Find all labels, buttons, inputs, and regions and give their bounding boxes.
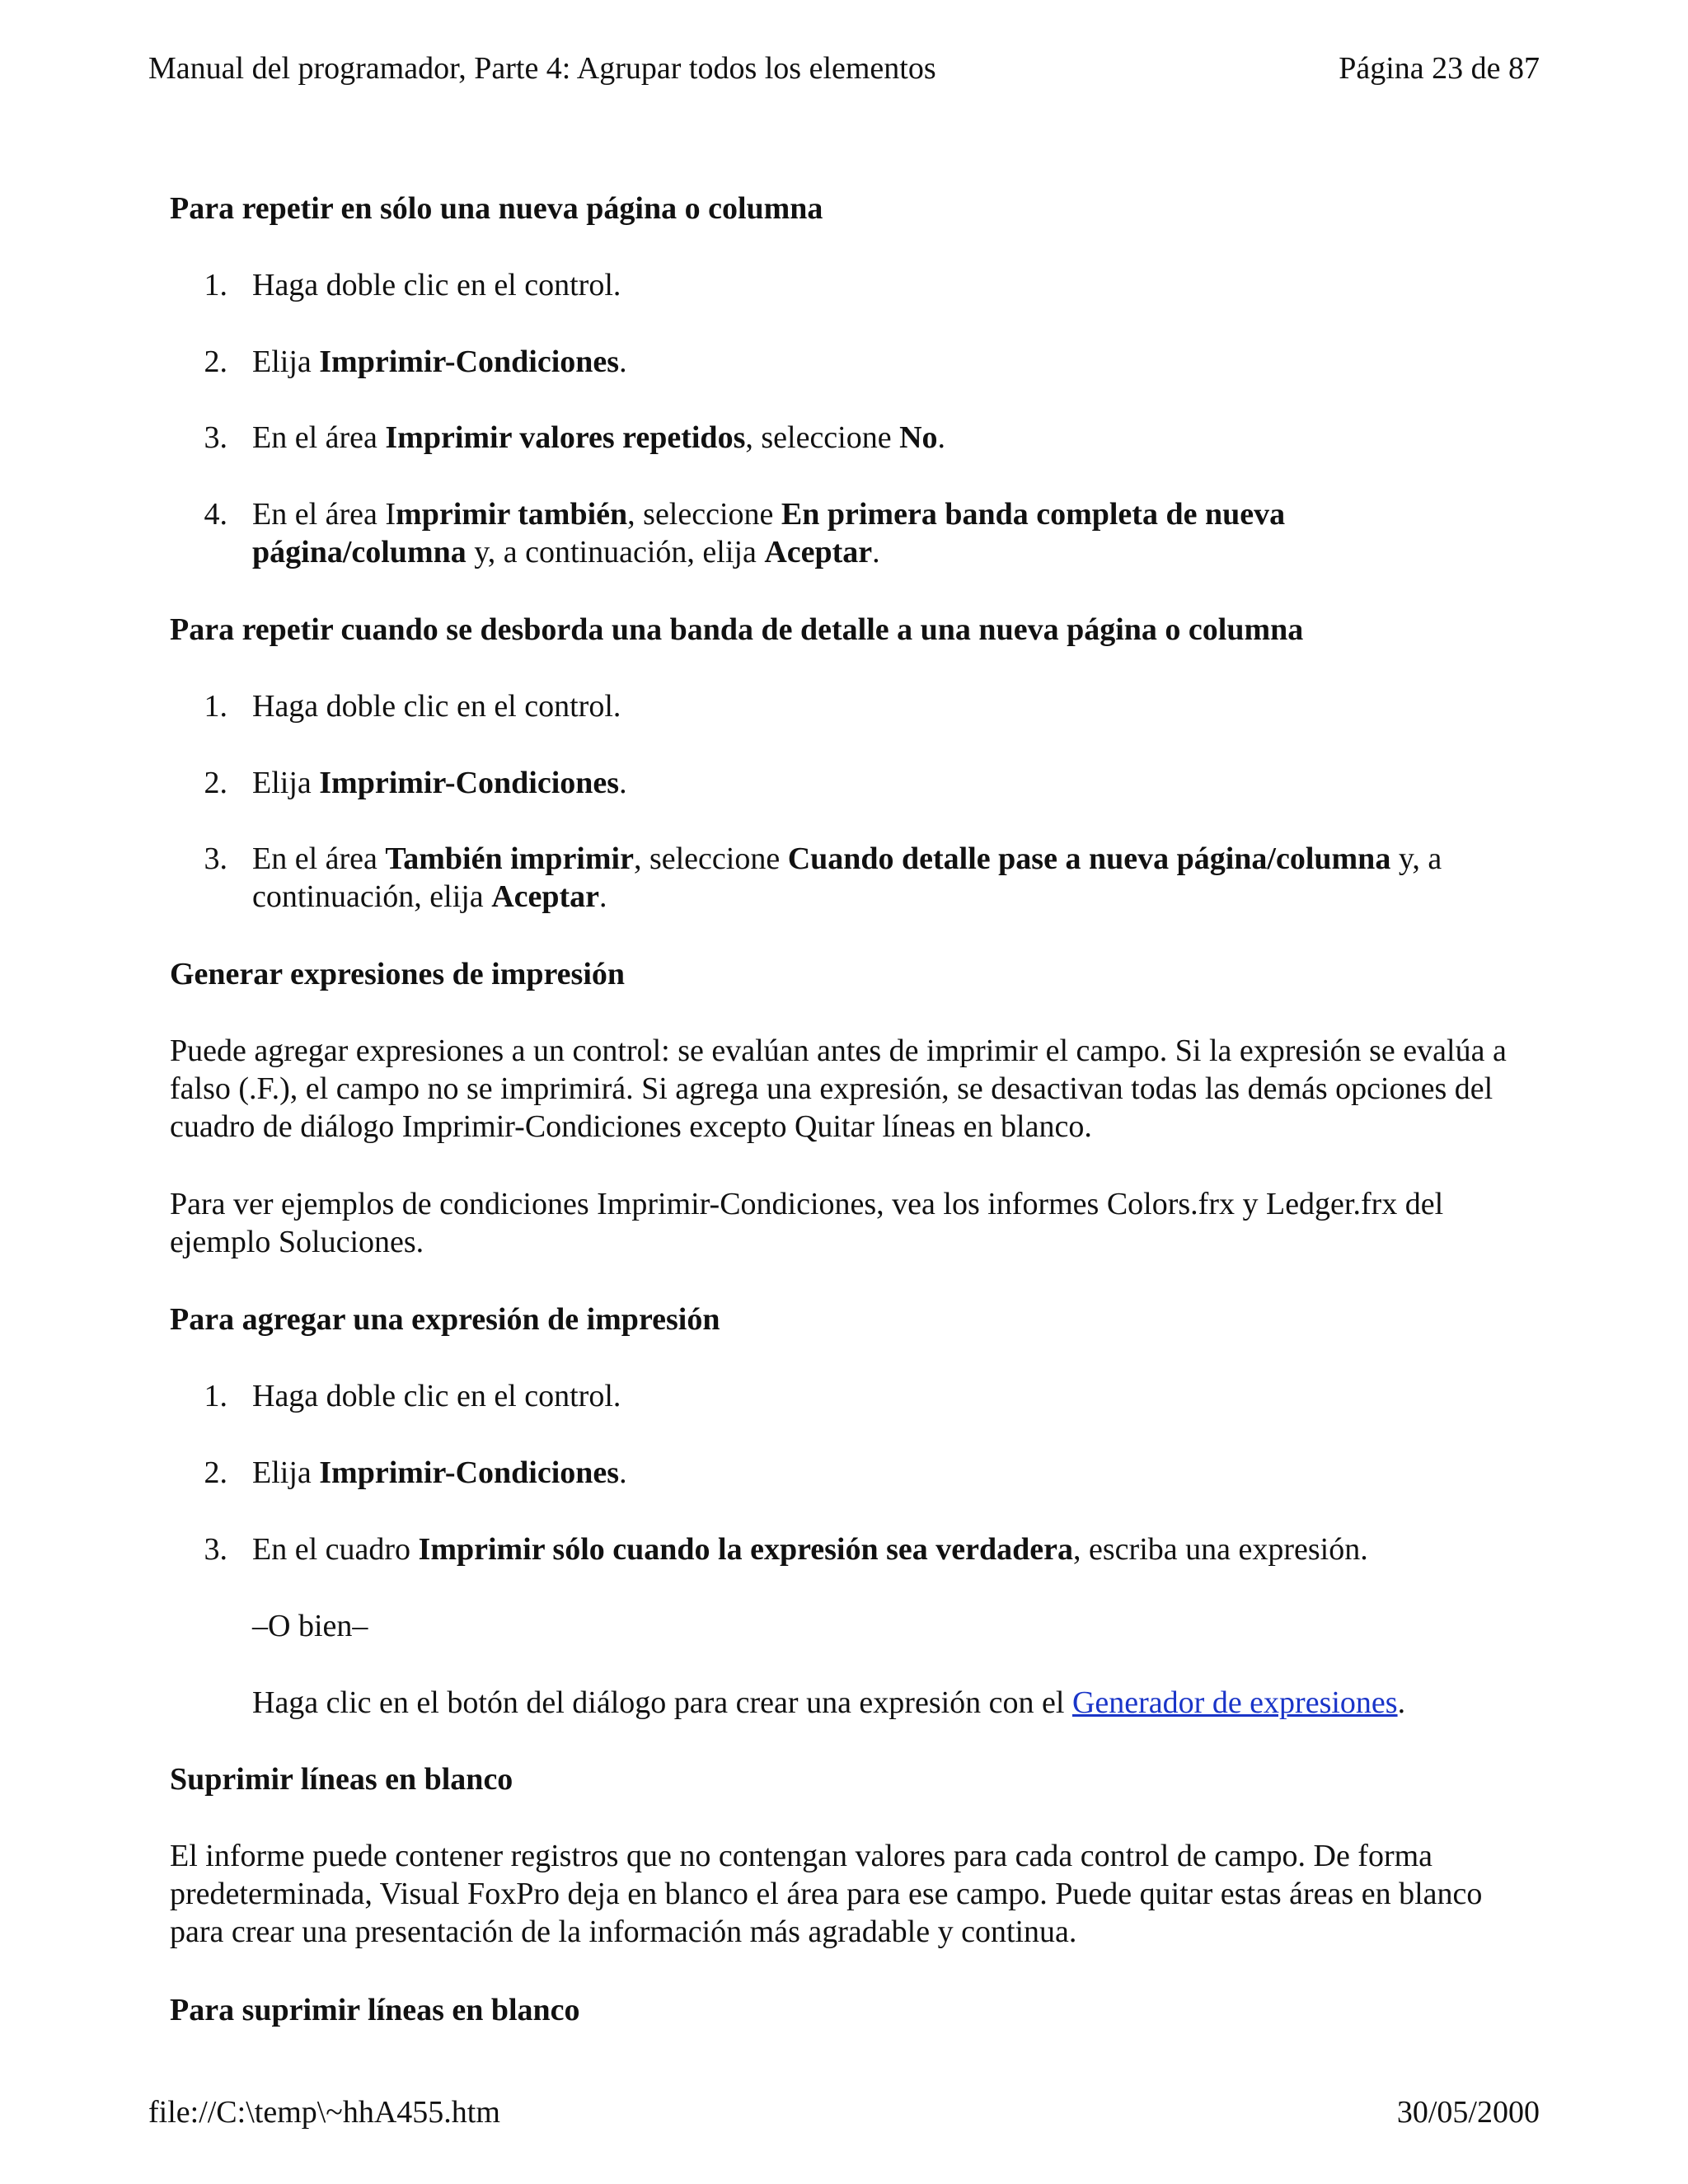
section-heading: Para agregar una expresión de impresión	[170, 1302, 720, 1337]
paragraph: Puede agregar expresiones a un control: se evalúan antes de imprimir el campo. Si la expresión se evalúa a falso (.F.), el campo no se imprimirá. Si agrega una expresión, se desactivan todas las demás opciones del cuadro de diálogo Imprimir-Condiciones excepto Quitar líneas en blanco.	[170, 1033, 1507, 1144]
step-number: 2.	[204, 766, 227, 800]
step-number: 1.	[204, 1379, 227, 1413]
header-title: Manual del programador, Parte 4: Agrupar todos los elementos	[148, 51, 936, 86]
step-text: Haga doble clic en el control.	[252, 689, 621, 724]
step-number: 3.	[204, 420, 227, 455]
paragraph: El informe puede contener registros que no contengan valores para cada control de campo. De forma predeterminada, Visual FoxPro deja en blanco el área para ese campo. Puede quitar estas áreas en blanco para crear una presentación de la información más agradable y continua.	[170, 1839, 1483, 1949]
section-heading: Suprimir líneas en blanco	[170, 1762, 513, 1797]
step-number: 2.	[204, 1455, 227, 1490]
section-heading: Generar expresiones de impresión	[170, 957, 626, 991]
step-text: En el cuadro Imprimir sólo cuando la expresión sea verdadera, escriba una expresión.	[252, 1532, 1368, 1567]
step-text: Elija Imprimir-Condiciones.	[252, 766, 627, 800]
step-number: 1.	[204, 689, 227, 724]
step-number: 1.	[204, 268, 227, 302]
step-number: 4.	[204, 497, 227, 532]
header-page-number: Página 23 de 87	[1339, 51, 1540, 86]
section-heading: Para repetir cuando se desborda una banda de detalle a una nueva página o columna	[170, 612, 1304, 647]
step-text: Elija Imprimir-Condiciones.	[252, 1455, 627, 1490]
step-text: En el área También imprimir, seleccione Cuando detalle pase a nueva página/columna y, a continuación, elija Aceptar.	[252, 841, 1442, 914]
footer-date: 30/05/2000	[1396, 2095, 1540, 2130]
paragraph: Para ver ejemplos de condiciones Imprimir-Condiciones, vea los informes Colors.frx y Ledger.frx del ejemplo Soluciones.	[170, 1187, 1444, 1259]
step-text: Haga doble clic en el control.	[252, 1379, 621, 1413]
expression-builder-link[interactable]: Generador de expresiones	[1071, 1685, 1398, 1720]
section-heading: Para suprimir líneas en blanco	[170, 1993, 580, 2027]
step-number: 2.	[204, 344, 227, 379]
step-number: 3.	[204, 1532, 227, 1567]
step-text: Haga doble clic en el control.	[252, 268, 621, 302]
step-text: Elija Imprimir-Condiciones.	[252, 344, 627, 379]
alternative-step: Haga clic en el botón del diálogo para crear una expresión con el Generador de expresiones.	[252, 1685, 1406, 1720]
footer-file-path: file://C:\temp\~hhA455.htm	[148, 2095, 500, 2130]
or-separator: –O bien–	[252, 1609, 368, 1643]
step-text: En el área Imprimir también, seleccione En primera banda completa de nueva página/columna y, a continuación, elija Aceptar.	[252, 497, 1286, 569]
section-heading: Para repetir en sólo una nueva página o columna	[170, 191, 823, 226]
step-number: 3.	[204, 841, 227, 876]
step-text: En el área Imprimir valores repetidos, seleccione No.	[252, 420, 946, 455]
